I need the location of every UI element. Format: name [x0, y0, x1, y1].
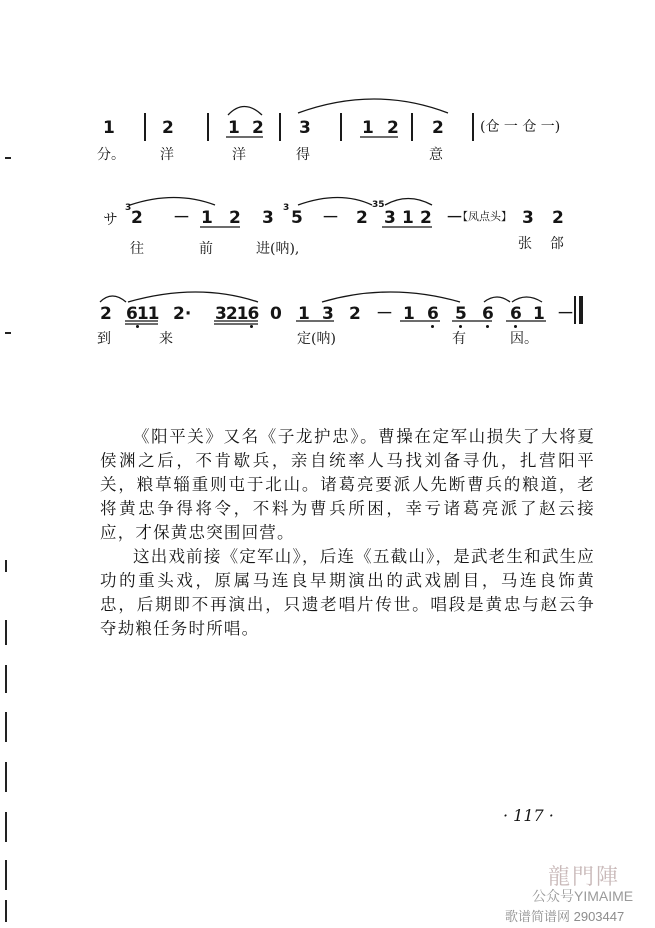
lyric: 因。	[510, 331, 538, 347]
percussion-bracket: 【凤点头】	[457, 210, 512, 223]
note: 3216	[215, 304, 259, 324]
note: 2	[356, 208, 368, 228]
meter-mark: サ	[103, 210, 119, 228]
lyric: 张	[518, 236, 532, 252]
note: 2	[432, 118, 444, 138]
commentary-text	[100, 425, 595, 641]
note: 1	[298, 304, 310, 324]
note: 1	[362, 118, 374, 138]
note: －	[322, 208, 339, 228]
watermark-line-2: 歌谱简谱网 2903447	[505, 909, 625, 924]
slur	[100, 296, 126, 302]
slur	[298, 198, 372, 206]
note: －	[557, 304, 574, 324]
note: 3	[322, 304, 334, 324]
slur	[385, 199, 432, 206]
slur	[484, 297, 510, 302]
page-number: · 117 ·	[503, 806, 554, 825]
note: 3	[384, 208, 396, 228]
lyric: 意	[429, 147, 443, 163]
note: 2	[100, 304, 112, 324]
note: 6	[482, 304, 494, 324]
note: 1	[402, 208, 414, 228]
slur	[322, 292, 460, 302]
note: 1	[228, 118, 240, 138]
note: 2	[552, 208, 564, 228]
lyric: 定(呐)	[297, 331, 336, 347]
note: －	[173, 208, 190, 228]
note: 1	[201, 208, 213, 228]
lyric: 前	[199, 241, 213, 257]
note: －	[446, 208, 463, 228]
note: 3	[299, 118, 311, 138]
note: 6	[510, 304, 522, 324]
paragraph: 《阳平关》又名《子龙护忠》。曹操在定军山损失了大将夏侯渊之后，不肯歇兵，亲自统率人马找刘备寻仇，扎营阳平关，粮草辎重则屯于北山。诸葛亮要派人先断曹兵的粮道，老将黄忠争得将令，不料为曹兵所困，幸亏诸葛亮派了赵云接应，才保黄忠突围回营。	[100, 427, 595, 542]
slur	[128, 292, 258, 302]
slur	[228, 107, 262, 116]
note: 3	[262, 208, 274, 228]
note: 611	[126, 304, 159, 324]
grace-note: 3	[125, 203, 132, 213]
watermark-line-1: 公众号YIMAIME	[532, 888, 634, 904]
lyric: 有	[452, 331, 466, 347]
watermark-logo: 龍門陣	[548, 865, 621, 890]
note: 2	[162, 118, 174, 138]
lyric: 洋	[232, 147, 246, 163]
note: 5	[455, 304, 467, 324]
note: －	[376, 304, 393, 324]
note: 1	[103, 118, 115, 138]
lyric: 郃	[550, 236, 564, 252]
percussion-pattern: (仓 一 仓 一)	[480, 119, 561, 135]
lyric: 进(呐),	[256, 241, 300, 257]
note: 2·	[173, 304, 192, 324]
note: 2	[420, 208, 432, 228]
note: 5	[291, 208, 303, 228]
note: 2	[131, 208, 143, 228]
grace-note: 35	[372, 200, 385, 210]
lyric: 来	[159, 331, 173, 347]
note: 1	[533, 304, 545, 324]
note: 1	[403, 304, 415, 324]
paragraph: 这出戏前接《定军山》，后连《五截山》，是武老生和武生应功的重头戏，原属马连良早期演出的武戏剧目，马连良饰黄忠，后期即不再演出，只遗老唱片传世。唱段是黄忠与赵云争夺劫粮任务时所唱。	[100, 547, 595, 638]
slur	[512, 297, 542, 302]
note: 2	[229, 208, 241, 228]
note: 2	[349, 304, 361, 324]
note: 2	[252, 118, 264, 138]
lyric: 到	[97, 331, 111, 347]
grace-note: 3	[283, 203, 290, 213]
note: 2	[387, 118, 399, 138]
lyric: 洋	[160, 147, 174, 163]
slur	[130, 198, 215, 206]
slur	[298, 99, 448, 113]
note: 0	[270, 304, 282, 324]
lyric: 分。	[97, 147, 125, 163]
lyric: 往	[130, 241, 144, 257]
note: 3	[522, 208, 534, 228]
note: 6	[427, 304, 439, 324]
lyric: 得	[296, 147, 310, 163]
